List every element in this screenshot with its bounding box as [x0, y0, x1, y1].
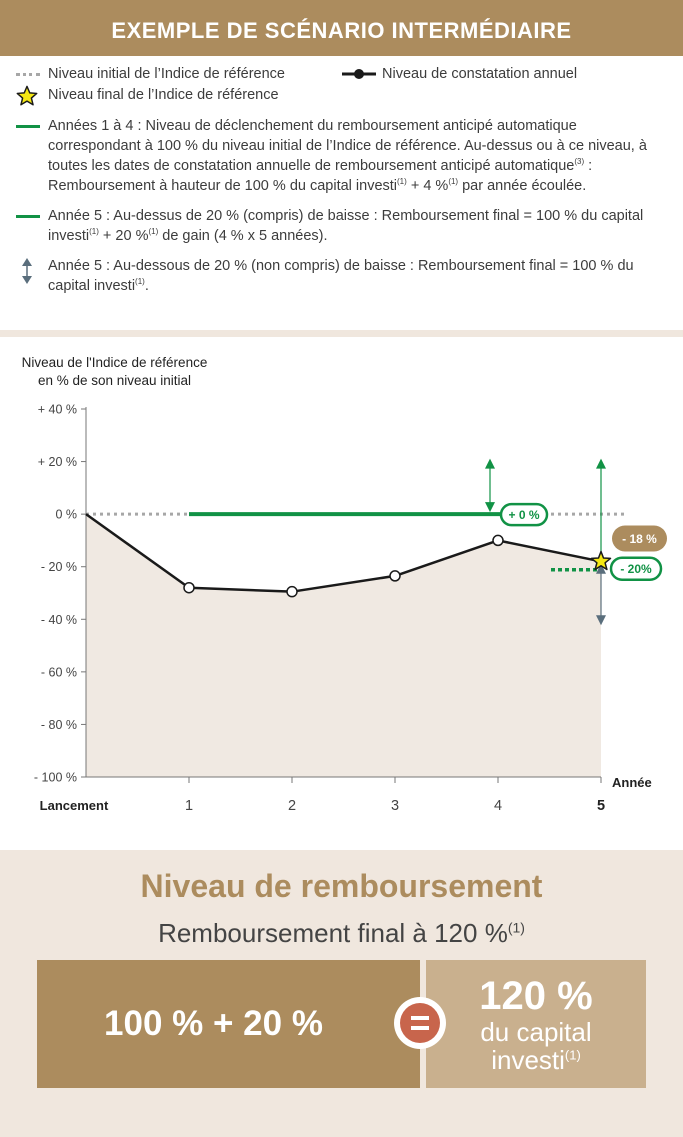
year5-arrow-up-icon: [596, 459, 606, 469]
year4-arrow-up-icon: [485, 459, 495, 469]
equals-icon-bar: [411, 1016, 429, 1020]
formula-text: 100 % + 20 %: [104, 1004, 323, 1043]
y-tick-label: - 100 %: [33, 770, 77, 785]
reimbursement-section: [0, 850, 683, 1137]
x-axis-label: Année: [612, 775, 652, 790]
result-value: 120 %: [479, 974, 593, 1018]
legend-year5-below-text: Année 5 : Au-dessous de 20 % (non compris) de baisse : Remboursement final = 100 % du capital investi$^{(1)}$.: [48, 258, 634, 294]
result-line1: du capital: [480, 1017, 592, 1047]
legend-year5-above: [16, 206, 666, 246]
x-tick-label: 3: [390, 798, 400, 814]
y-tick-label: - 20 %: [40, 560, 77, 575]
y-tick-label: - 60 %: [40, 665, 77, 680]
star-icon: [16, 85, 38, 107]
legend-years-1-4: [16, 116, 666, 196]
result-line2: investi$^{(1)}$: [491, 1045, 581, 1075]
legend-top-row: [16, 64, 666, 104]
data-point: [184, 583, 194, 593]
equals-icon-circle: [400, 1003, 440, 1043]
data-point: [287, 587, 297, 597]
chart-area-fill: [86, 514, 601, 777]
legend-year5-above-text: Année 5 : Au-dessus de 20 % (compris) de baisse : Remboursement final = 100 % du capital investi$^{(1)}$ + 20 %$^{(1)}$ de gain (4 % x 5 années).: [48, 208, 644, 244]
reimbursement-title: Niveau de remboursement: [140, 868, 543, 904]
x-tick-label: 1: [184, 798, 194, 814]
legend-final-level: [16, 85, 348, 105]
section-divider: [0, 330, 683, 337]
formula-box: [37, 960, 420, 1088]
equals-icon: [394, 997, 446, 1049]
dot-line-icon: [342, 67, 376, 81]
green-line-icon: [16, 215, 40, 218]
equals-icon-bar: [411, 1026, 429, 1030]
result-box: [426, 960, 646, 1088]
legend-initial-level: [16, 64, 348, 84]
barrier-badge: - 20%: [620, 562, 652, 577]
x-tick-label: 5: [596, 798, 606, 814]
y-tick-label: + 20 %: [37, 455, 77, 470]
reimbursement-subtitle: Remboursement final à 120 %$^{(1)}$: [158, 918, 525, 948]
x-tick-label: 2: [287, 798, 297, 814]
page-title: EXEMPLE DE SCÉNARIO INTERMÉDIAIRE: [0, 0, 683, 56]
legend-final-level-label: Niveau final de l’Indice de référence: [48, 87, 279, 103]
legend-annual-level: [338, 64, 683, 84]
legend: [16, 64, 666, 296]
legend-annual-level-label: Niveau de constatation annuel: [382, 66, 578, 82]
chart-section: [0, 337, 683, 850]
legend-year5-below: [16, 256, 666, 296]
chart: [0, 337, 683, 850]
y-tick-label: - 80 %: [40, 717, 77, 732]
y-tick-label: + 40 %: [37, 402, 77, 417]
data-point: [493, 535, 503, 545]
data-point: [390, 571, 400, 581]
dotted-line-icon: [16, 73, 40, 76]
year4-arrow-down-icon: [485, 502, 495, 512]
x-tick-label: 4: [493, 798, 503, 814]
legend-initial-level-label: Niveau initial de l’Indice de référence: [48, 66, 285, 82]
y-tick-label: 0 %: [55, 507, 77, 522]
final-badge: - 18 %: [622, 531, 657, 546]
legend-years-1-4-text: Années 1 à 4 : Niveau de déclenchement du remboursement anticipé automatique correspondant à 100 % du niveau initial de l’Indice de référence. Au-dessus ou à ce niveau, à toutes les dates de constatation annuelle de remboursement anticipé automatique$^{(3)}$ : Remboursement à hauteur de 100 % du capital investi$^{(1)}$ + 4 %$^{(1)}$ par année écoulée.: [48, 118, 647, 194]
x-tick-label: Lancement: [39, 798, 109, 813]
green-line-icon: [16, 125, 40, 128]
up-down-arrow-icon: [21, 258, 33, 284]
y-axis-label-line2: en % de son niveau initial: [37, 373, 192, 388]
trigger-badge: + 0 %: [508, 508, 540, 523]
y-tick-label: - 40 %: [40, 612, 77, 627]
y-axis-label-line1: Niveau de l'Indice de référence: [21, 355, 208, 370]
